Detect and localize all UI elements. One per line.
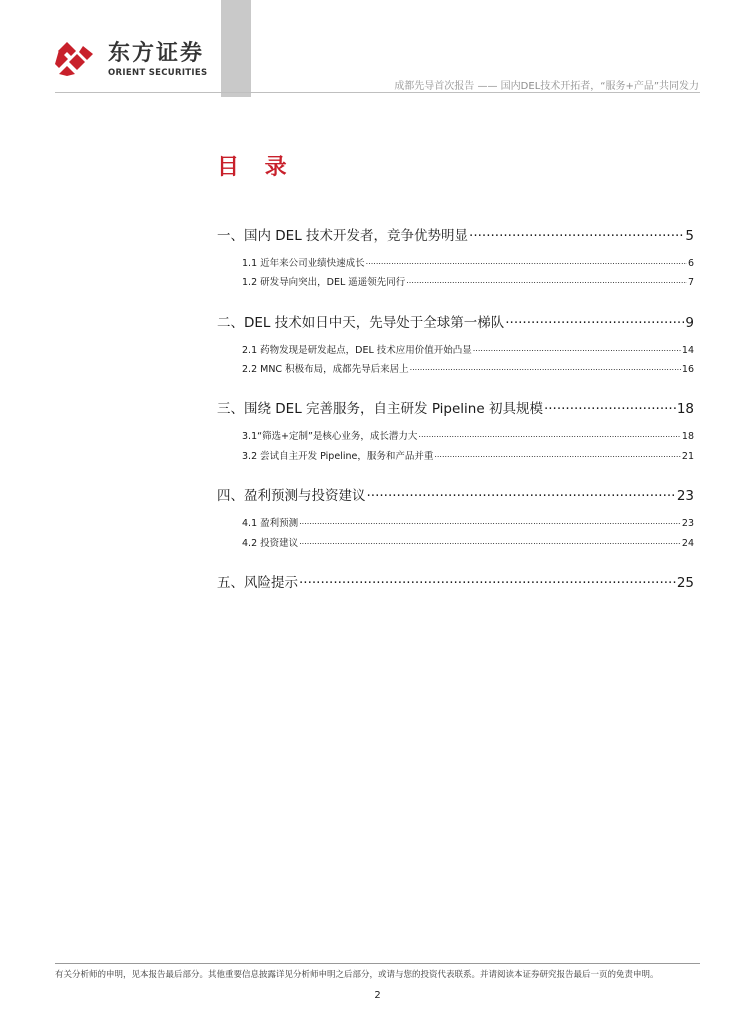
logo xyxy=(55,40,215,80)
toc-leader-dots xyxy=(366,253,687,266)
toc-entry-label: 4.1 盈利预测 xyxy=(242,518,299,529)
toc-entry-page: 5 xyxy=(685,228,694,244)
toc-entry[interactable] xyxy=(217,482,694,504)
toc-entry-label: 1.1 近年来公司业绩快速成长 xyxy=(242,258,365,269)
toc-entry[interactable] xyxy=(217,309,694,331)
toc-entry-page: 14 xyxy=(681,345,694,356)
toc-entry-page: 16 xyxy=(681,364,694,375)
toc-entry[interactable] xyxy=(217,426,694,442)
toc-leader-dots xyxy=(299,513,681,526)
toc-entry-label: 三、围绕 DEL 完善服务，自主研发 Pipeline 初具规模 xyxy=(217,401,543,417)
toc-leader-dots xyxy=(544,395,676,413)
toc-entry-label: 四、盈利预测与投资建议 xyxy=(217,488,366,504)
toc-entry-page: 24 xyxy=(681,538,694,549)
toc-entry-page: 23 xyxy=(681,518,694,529)
toc-leader-dots xyxy=(299,533,681,546)
header-gray-tab xyxy=(221,0,251,97)
header-divider xyxy=(55,92,700,93)
toc-entry-page: 7 xyxy=(687,277,694,288)
toc-entry-page: 25 xyxy=(676,575,694,591)
toc-title: 目 录 xyxy=(217,155,296,180)
toc-entry[interactable] xyxy=(217,253,694,269)
toc-entry[interactable] xyxy=(217,340,694,356)
toc-leader-dots xyxy=(473,340,681,353)
toc-entry-label: 1.2 研发导向突出，DEL 遥遥领先同行 xyxy=(242,277,406,288)
page-number: 2 xyxy=(374,990,381,1001)
toc-leader-dots xyxy=(469,222,684,240)
toc-entry-page: 6 xyxy=(687,258,694,269)
toc-entry[interactable] xyxy=(217,222,694,244)
toc-entry-page: 21 xyxy=(681,451,694,462)
toc-entry-page: 23 xyxy=(676,488,694,504)
toc-leader-dots xyxy=(505,309,684,327)
toc-entry-label: 3.1“筛选+定制”是核心业务，成长潜力大 xyxy=(242,431,418,442)
toc-entry[interactable] xyxy=(217,446,694,462)
orient-securities-logo-icon xyxy=(55,40,103,80)
toc-entry[interactable] xyxy=(217,359,694,375)
toc-leader-dots xyxy=(418,426,680,439)
toc-leader-dots xyxy=(406,272,687,285)
toc-entry-page: 9 xyxy=(685,315,694,331)
footer-divider xyxy=(55,963,700,964)
toc-entry-page: 18 xyxy=(676,401,694,417)
toc-entry-label: 3.2 尝试自主开发 Pipeline，服务和产品并重 xyxy=(242,451,434,462)
logo-english-name: ORIENT SECURITIES xyxy=(108,68,208,78)
toc-entry-label: 一、国内 DEL 技术开发者，竞争优势明显 xyxy=(217,228,469,244)
toc-entry-label: 2.1 药物发现是研发起点，DEL 技术应用价值开始凸显 xyxy=(242,345,472,356)
toc-entry[interactable] xyxy=(217,569,694,591)
toc-entry[interactable] xyxy=(217,272,694,288)
toc-entry-label: 2.2 MNC 积极布局，成都先导后来居上 xyxy=(242,364,409,375)
toc-entry[interactable] xyxy=(217,533,694,549)
report-header-line: 成都先导首次报告 —— 国内DEL技术开拓者，“服务+产品”共同发力 xyxy=(394,81,699,92)
toc-leader-dots xyxy=(367,482,676,500)
toc-leader-dots xyxy=(299,569,676,587)
footer-disclaimer: 有关分析师的申明，见本报告最后部分。其他重要信息披露详见分析师申明之后部分，或请与您的投资代表联系。并请阅读本证券研究报告最后一页的免责申明。 xyxy=(55,970,659,980)
toc-entry-label: 二、DEL 技术如日中天，先导处于全球第一梯队 xyxy=(217,315,505,331)
toc-entry[interactable] xyxy=(217,395,694,417)
toc-entry-label: 五、风险提示 xyxy=(217,575,298,591)
toc-entry-page: 18 xyxy=(681,431,694,442)
toc-entry[interactable] xyxy=(217,513,694,529)
logo-chinese-name: 东方证券 xyxy=(108,41,205,66)
toc-leader-dots xyxy=(410,359,681,372)
toc-leader-dots xyxy=(434,446,681,459)
toc-entry-label: 4.2 投资建议 xyxy=(242,538,299,549)
